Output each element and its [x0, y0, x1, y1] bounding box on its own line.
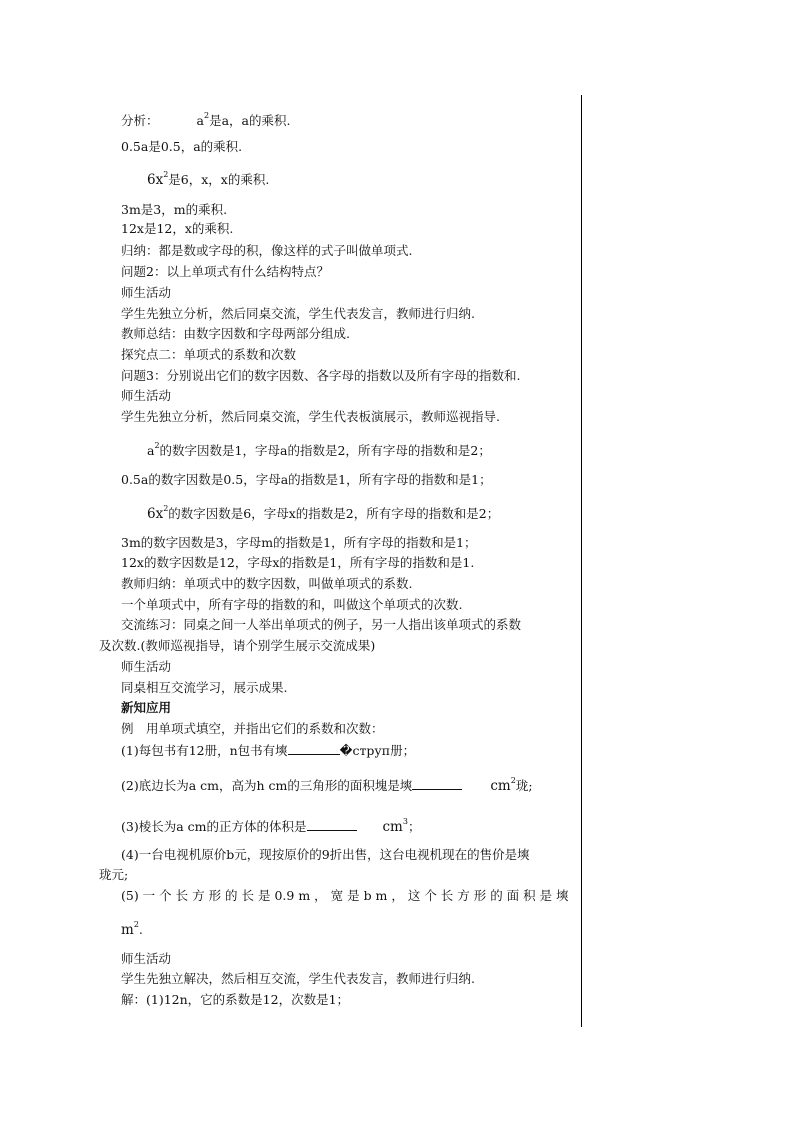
answer-blank [412, 777, 462, 790]
text-line: 学生先独立分析，然后同桌交流，学生代表发言，教师进行归纳. [121, 306, 475, 321]
unit-cm-squared: $cm^2$ [490, 776, 516, 794]
text-line: 0.5a的数字因数是0.5，字母a的指数是1，所有字母的指数和是1； [121, 472, 492, 487]
section-heading: 师生活动 [121, 659, 172, 674]
text-line: 0.5a是0.5，a的乘积. [121, 139, 243, 154]
question-2: 问题2：以上单项式有什么结构特点？ [121, 264, 329, 279]
text-line: 教师归纳：单项式中的数字因数，叫做单项式的系数. [121, 576, 413, 591]
math-6x-squared: $6x^2$ [147, 170, 169, 188]
math-6x-squared: $6x^2$ [147, 504, 169, 522]
unit-m-squared: $m^2$ [121, 920, 139, 938]
text-line: 同桌相互交流学习，展示成果. [121, 680, 288, 695]
solution-line: 解：(1)12n，它的系数是12，次数是1； [121, 992, 350, 1007]
text-line: 归纳：都是数或字母的积，像这样的式子叫做单项式. [121, 243, 413, 258]
text-line: 教师总结：由数字因数和字母两部分组成. [121, 326, 350, 341]
example-heading: 例 用单项式填空，并指出它们的系数和次数： [121, 721, 384, 736]
exercise-5-line1: (5) 一 个 长 方 形 的 长 是 0.9 m ， 宽 是 b m ， 这 个 长 方 形 的 面 积 是 塽 [121, 888, 569, 903]
section-heading: 探究点二：单项式的系数和次数 [121, 347, 297, 362]
unit-cm-cubed: $cm^3$ [382, 817, 408, 835]
question-3: 问题3：分别说出它们的数字因数、各字母的指数以及所有字母的指数和. [121, 368, 521, 383]
analysis-line: 分析： $a^2$是a，a的乘积. [121, 111, 291, 128]
exercise-1: (1)每包书有12册，n包书有塽 �струп册； [121, 743, 416, 758]
exercise-5-line2: $m^2$. [121, 920, 143, 938]
exercise-2: (2)底边长为a cm，高为h cm的三角形的面积塊是塽 $cm^2$珑; [121, 776, 533, 794]
text-line: 12x是12，x的乘积. [121, 221, 234, 236]
new-app-heading: 新知应用 [121, 700, 172, 715]
section-heading: 师生活动 [121, 388, 172, 403]
math-a-squared: $a^2$ [196, 111, 210, 128]
answer-blank [307, 818, 357, 831]
exercise-3: (3)棱长为a cm的正方体的体积是 $cm^3$； [121, 817, 421, 835]
table-right-border [581, 95, 582, 1027]
text-line: 交流练习：同桌之间一人举出单项式的例子，另一人指出该单项式的系数 [121, 617, 522, 632]
answer-blank [288, 742, 340, 755]
exercise-4-line2: 珑元; [99, 867, 129, 882]
exercise-4-line1: (4)一台电视机原价b元，现按原价的9折出售，这台电视机现在的售价是塽 [121, 847, 530, 862]
section-heading: 师生活动 [121, 285, 172, 300]
text-line: 3m是3，m的乘积. [121, 202, 228, 217]
text-line: $a^2$的数字因数是1，字母a的指数是2，所有字母的指数和是2； [147, 441, 491, 458]
section-heading: 师生活动 [121, 951, 172, 966]
text-line: 学生先独立解决，然后相互交流，学生代表发言，教师进行归纳. [121, 971, 475, 986]
analysis-label: 分析： [121, 113, 159, 128]
text-line: 及次数.(教师巡视指导，请个别学生展示交流成果) [99, 638, 376, 653]
text-line: 学生先独立分析，然后同桌交流，学生代表板演展示，教师巡视指导. [121, 409, 500, 424]
text-line: $6x^2$是6，x，x的乘积. [147, 170, 270, 188]
math-a-squared: $a^2$ [147, 441, 160, 458]
text-line: $6x^2$的数字因数是6，字母x的指数是2，所有字母的指数和是2； [147, 504, 500, 522]
text-line: 12x的数字因数是12，字母x的指数是1，所有字母的指数和是1. [121, 555, 475, 570]
text-line: 3m的数字因数是3，字母m的指数是1，所有字母的指数和是1； [121, 535, 477, 550]
text-line: 一个单项式中，所有字母的指数的和，叫做这个单项式的次数. [121, 597, 463, 612]
